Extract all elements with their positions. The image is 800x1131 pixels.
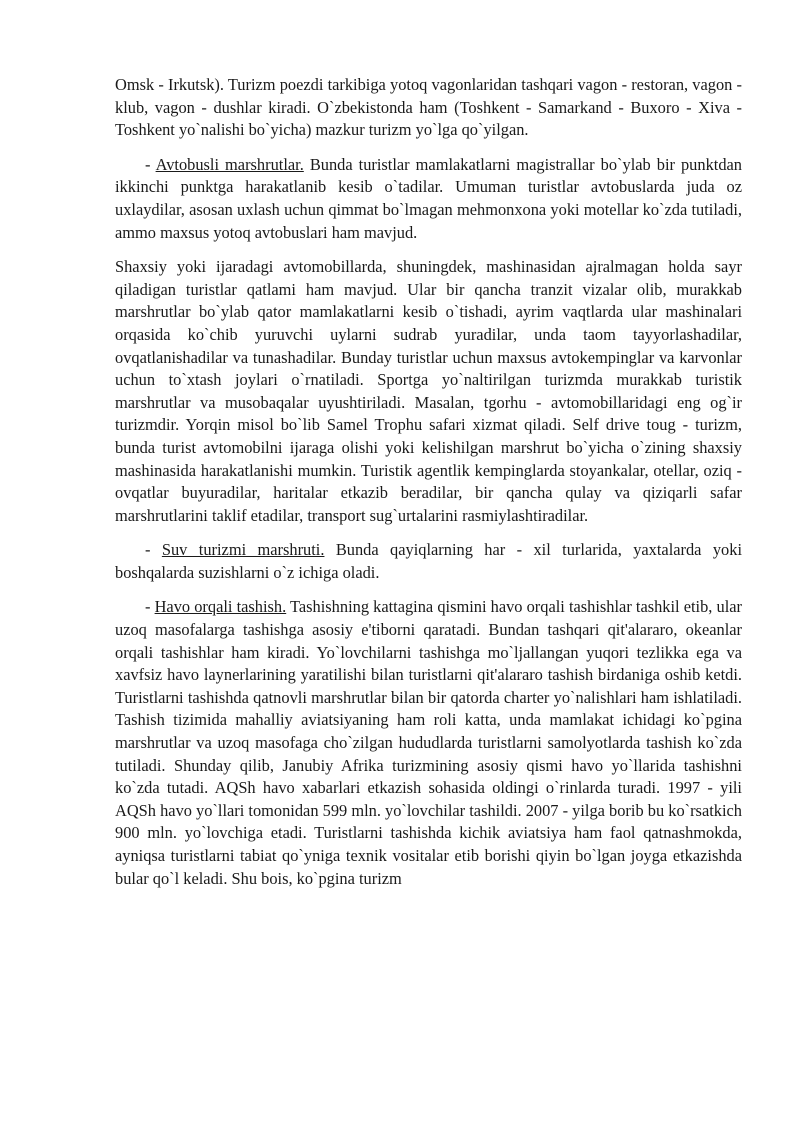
paragraph-body: Tashishning kattagina qismini havo orqali tashishlar tashkil etib, ular uzoq masofalarga tashishga asosiy e'tiborni qaratadi. Bundan tashqari qit'alararo, okeanlar orqali tashishlar ham kiradi. Yo`lovchilarni tashishga mo`ljallangan yuqori tezlikka ega va xavfsiz havo laynerlarining yaratilishi bilan turistlarni qit'alararo tashish birdaniga oshib ketdi. Turistlarni tashishda qatnovli marshrutlar bilan bir qatorda charter yo`nalishlari ham ishlatiladi. Tashish tizimida mahalliy aviatsiyaning ham roli katta, unda mamlakat ichidagi ko`pgina marshrutlar va uzoq masofaga cho`zilgan hududlarda turistlarni samolyotlarda tashish ko`zda tutiladi. Shunday qilib, Janubiy Afrika turizmining asosiy qismi havo yo`llarida tashishni ko`zda tutadi. AQSh havo xabarlari etkazish sohasida oldingi o`rinlarda turadi. 1997 - yili AQSh havo yo`llari tomonidan 599 mln. yo`lovchilar tashildi. 2007 - yilga borib bu ko`rsatkich 900 mln. yo`lovchiga etadi. Turistlarni tashishda kichik aviatsiya ham faol qatnashmokda, ayniqsa turistlarni tabiat qo`yniga texnik vositalar etib borishi qiyin bo`lgan joyga etkazishda bular qo`l keladi. Shu bois, ko`pgina turizm: [115, 597, 743, 888]
paragraph-body: Bunda qayiqlarning har - xil turlarida, yaxtalarda yoki boshqalarda suzishlarni o`z ichiga oladi.: [115, 540, 742, 582]
list-dash: -: [145, 540, 162, 560]
paragraph-water-tourism: [115, 539, 742, 584]
document-page: [115, 74, 742, 902]
list-dash: -: [145, 597, 155, 617]
section-heading-air-transport: Havo orqali tashish.: [154, 597, 287, 617]
section-heading-water-tourism: Suv turizmi marshruti.: [161, 540, 325, 560]
paragraph-car-tourism: Shaxsiy yoki ijaradagi avtomobillarda, shuningdek, mashinasidan ajralmagan holda sayr qiladigan turistlar qatlami ham mavjud. Ular bir qancha tranzit vizalar olib, murakkab marshrutlar bo`ylab qator mamlakatlarni kesib o`tishadi, ayrim vaqtlarda ular mashinalari orqasida ko`chib yuruvchi uylarni sudrab yuradilar, unda taom tayyorlashadilar, ovqatlanishadilar va tunashadilar. Bunday turistlar uchun maxsus avtokempinglar va karvonlar uchun to`xtash joylari o`rnatiladi. Sportga yo`naltirilgan turizmda murakkab turistik marshrutlar va musobaqalar uyushtiriladi. Masalan, tgorhu - avtomobillaridagi eng og`ir turizmdir. Yorqin misol bo`lib Samel Trophu safari xizmat qiladi. Self drive toug - turizm, bunda turist avtomobilni ijaraga olishi yoki kelishilgan marshrut bo`yicha o`zining shaxsiy mashinasida harakatlanishi mumkin. Turistik agentlik kempinglarda stoyankalar, otellar, oziq - ovqatlar buyuradilar, haritalar etkazib beradilar, bir qancha qulay va qiziqarli safar marshrutlarini taklif etadilar, transport sug`urtalarini rasmiylashtiradilar.: [115, 257, 742, 525]
paragraph-bus-routes: [115, 154, 742, 244]
paragraph-air-transport: [115, 596, 742, 890]
paragraph-train-tourism: Omsk - Irkutsk). Turizm poezdi tarkibiga yotoq vagonlaridan tashqari vagon - restoran, vagon -klub, vagon - dushlar kiradi. O`zbekistonda ham (Toshkent - Samarkand - Buxoro - Xiva - Toshkent yo`nalishi bo`yicha) mazkur turizm yo`lga qo`yilgan.: [115, 75, 742, 140]
list-dash: -: [145, 154, 156, 174]
section-heading-bus-routes: Avtobusli marshrutlar.: [155, 154, 304, 174]
paragraph-body: Bunda turistlar mamlakatlarni magistrallar bo`ylab bir punktdan ikkinchi punktga harakatlanib kesib o`tadilar. Umuman turistlar avtobuslarda juda oz uxlaydilar, asosan uxlash uchun qimmat bo`lmagan mehmonxona yoki motellar ko`zda tutiladi, ammo maxsus yotoq avtobuslari ham mavjud.: [115, 154, 742, 242]
